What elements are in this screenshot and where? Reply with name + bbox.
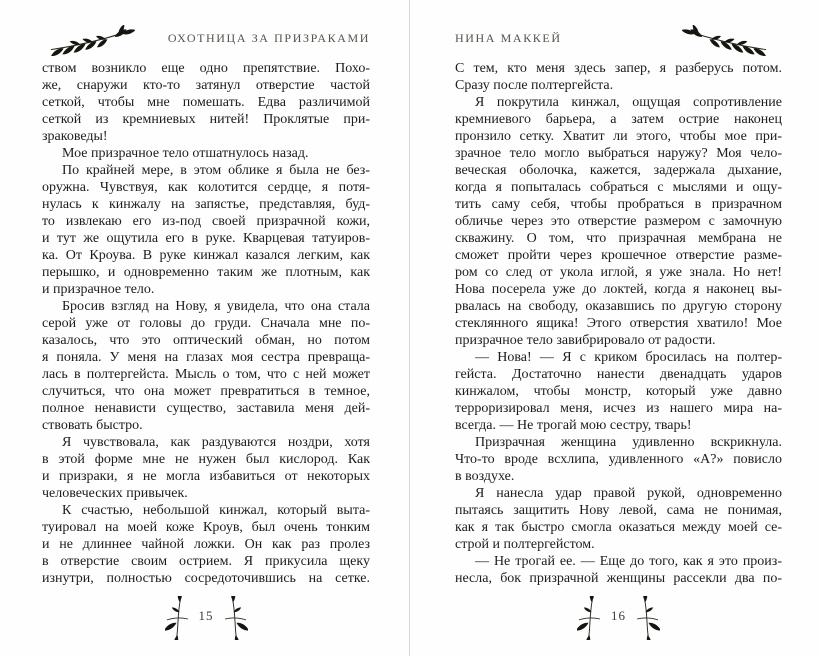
- text-line: скважину. О том, что призрачная мембрана не: [455, 231, 782, 246]
- text-line: зраковеды!: [42, 129, 108, 144]
- text-line: то извлекаю его из-под своей призрачной кожи,: [42, 214, 370, 229]
- text-line: нулась к кинжалу на запястье, представляя, буд-: [42, 197, 370, 212]
- text-line: и призрачное тело.: [42, 282, 155, 297]
- text-line: сеткой, чтобы мне помешать. Едва различимой: [42, 95, 370, 110]
- text-line: сможет пройти через крошечное отверстие разме-: [455, 248, 782, 263]
- page-text: [42, 60, 370, 587]
- text-line: полное ненависти существо, заставила меня дей-: [42, 401, 370, 416]
- page-footer: [42, 595, 370, 641]
- text-line: же, снаружи кто-то затянул отверстие частой: [42, 78, 370, 93]
- text-line: серой уже от головы до груди. Сначала мне по-: [42, 316, 370, 331]
- text-line: ром со след от укола иглой, я уже знала. Но нет!: [455, 265, 782, 280]
- text-line: Что-то вроде всхлипа, удивленного «А?» повисло: [455, 452, 782, 467]
- text-line: Я нанесла удар правой рукой, одновременно: [475, 486, 782, 501]
- text-line: как я так быстро смогла оказаться между моей се-: [455, 520, 782, 535]
- text-line: казалось, что это оптический обман, но потом: [42, 333, 370, 348]
- text-line: пронзило сетку. Хватит ли этого, чтобы мое при-: [455, 129, 782, 144]
- text-line: — Нова! — Я с криком бросилась на полтер-: [475, 350, 782, 365]
- text-line: стеклянного ящика! Этого отверстия хватило! Мое: [455, 316, 782, 331]
- page-number: 15: [198, 608, 214, 623]
- text-line: в этой форме мне не нужен был кислород. Как: [42, 452, 370, 467]
- text-line: и тут же ощутила его в руке. Кварцевая татуиров-: [42, 231, 370, 246]
- text-line: кинжалом, чтобы монстр, который уже давно: [455, 384, 782, 399]
- leaf-sprig-icon: [577, 596, 602, 640]
- text-line: веческая оболочка, кажется, задержала дыхание,: [455, 163, 782, 178]
- text-line: По крайней мере, в этом облике я была не без-: [62, 163, 370, 178]
- text-line: кремниевого барьера, а затем острие наконец: [455, 112, 782, 127]
- text-line: в воздухе.: [455, 469, 515, 484]
- text-line: ствовать быстро.: [42, 418, 143, 433]
- text-line: строй и полтергейстом.: [455, 537, 595, 552]
- leaf-sprig-icon: [165, 596, 190, 640]
- page-text: [455, 60, 782, 587]
- text-line: и не длиннее чайной ложки. Он как раз пролез: [42, 537, 370, 552]
- text-line: ством возникло еще одно препятствие. Похо-: [42, 61, 370, 76]
- running-head-author: НИНА МАККЕЙ: [455, 31, 562, 45]
- leaf-sprig-icon: [635, 596, 660, 640]
- text-line: зрачное тело могло выбраться наружу? Моя чело-: [455, 146, 782, 161]
- text-line: Сразу после полтергейста.: [455, 78, 614, 93]
- text-line: К счастью, небольшой кинжал, который выта-: [62, 503, 370, 518]
- text-line: перышко, и одновременно таким же плотным, как: [42, 265, 370, 280]
- text-line: ка. От Кроува. В руке кинжал казался легким, как: [42, 248, 370, 263]
- text-line: С тем, кто меня здесь запер, я разберусь потом.: [455, 61, 782, 76]
- page-number: 16: [611, 608, 626, 623]
- page-left[interactable]: [0, 0, 409, 656]
- text-line: гейста. Достаточно нанести двенадцать ударов: [455, 367, 782, 382]
- text-line: я поняла. У меня на глазах моя сестра превраща-: [42, 350, 370, 365]
- text-line: в отверстие своим острием. Я прикусила щеку: [42, 554, 370, 569]
- olive-branch-icon: [47, 25, 135, 56]
- text-line: Я покрутила кинжал, ощущая сопротивление: [475, 95, 782, 110]
- text-line: Нова посерела уже до локтей, когда я наконец вы-: [455, 282, 782, 297]
- text-line: — Не трогай ее. — Еще до того, как я это произ-: [475, 554, 782, 569]
- text-line: рвалась на свободу, оказавшись по другую сторону: [455, 299, 782, 314]
- text-line: Мое призрачное тело отшатнулось назад.: [62, 146, 309, 161]
- text-line: Я чувствовала, как раздуваются ноздри, хотя: [62, 435, 370, 450]
- text-line: сеткой из кремниевых нитей! Проклятые при-: [42, 112, 370, 127]
- text-line: пытаясь защитить Нову левой, сама не понимая,: [455, 503, 782, 518]
- text-line: несла, бок призрачной женщины рассекли два по-: [455, 571, 782, 586]
- leaf-sprig-icon: [223, 596, 248, 640]
- text-line: Бросив взгляд на Нову, я увидела, что она стала: [62, 299, 370, 314]
- text-line: и призраки, я не могла избавиться от некоторых: [42, 469, 370, 484]
- text-line: обличье через это отверстие размером с замочную: [455, 214, 782, 229]
- text-line: терроризировал меня, исчез из нашего мира на-: [455, 401, 782, 416]
- olive-branch-icon: [682, 25, 770, 56]
- page-footer: [455, 595, 782, 641]
- text-line: изнутри, полностью сосредоточившись на сетке.: [42, 571, 370, 586]
- text-line: всегда. — Не трогай мою сестру, тварь!: [455, 418, 692, 433]
- text-line: случиться, что она может превратиться в темное,: [42, 384, 370, 399]
- text-line: тить саму себя, чтобы пробраться в призрачном: [455, 197, 782, 212]
- text-line: туировал на моей коже Кроув, был очень тонким: [42, 520, 370, 535]
- text-line: призрачное тело завибрировало от радости.: [455, 333, 716, 348]
- text-line: лась в полтергейста. Мысль о том, что с ней может: [42, 367, 370, 382]
- page-right[interactable]: [410, 0, 820, 656]
- text-line: оружна. Чувствуя, как колотится сердце, я потя-: [42, 180, 370, 195]
- running-head-title: ОХОТНИЦА ЗА ПРИЗРАКАМИ: [167, 31, 370, 45]
- text-line: когда я попыталась собраться с мыслями и ощу-: [455, 180, 782, 195]
- text-line: Призрачная женщина удивленно вскрикнула.: [475, 435, 782, 450]
- text-line: человеческих привычек.: [42, 486, 188, 501]
